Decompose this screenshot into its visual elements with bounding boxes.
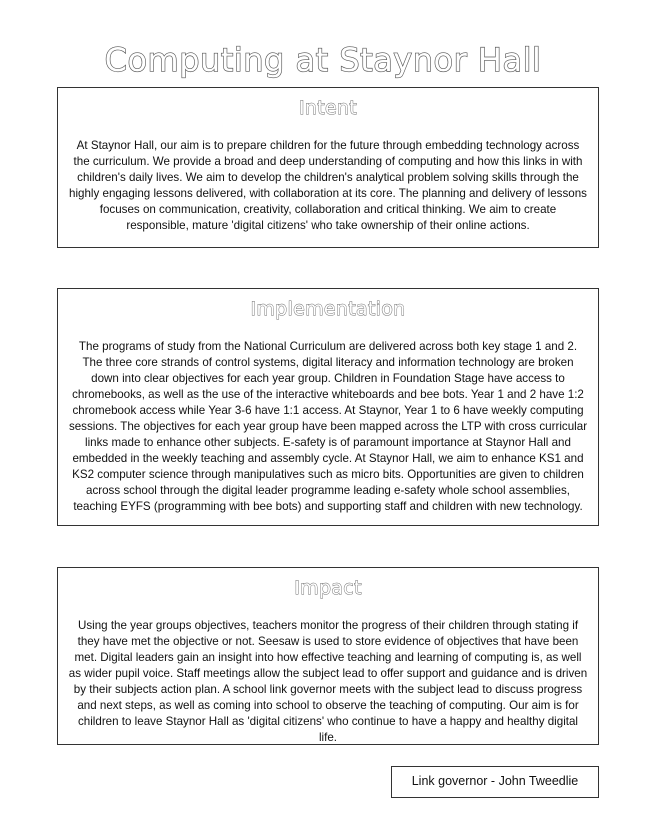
implementation-heading: Implementation — [250, 298, 406, 320]
impact-text: Using the year groups objectives, teachers monitor the progress of their children through stating if they have met the objective or not. Seesaw is used to store evidence of objectives that have been met. Digital leaders gain an insight into how effective teaching and learning of computing is, as well as wider pupil voice. Staff meetings allow the subject lead to offer support and guidance and is driven by their subjects action plan. A school link governor meets with the subject lead to discuss progress and next steps, as well as coming into school to observe the teaching of computing. Our aim is for children to leave Staynor Hall as 'digital citizens' who continue to have a happy and healthy digital life. — [68, 619, 588, 744]
implementation-section — [57, 288, 599, 526]
link-governor-label: Link governor - John Tweedlie — [391, 766, 599, 798]
impact-section — [57, 567, 599, 745]
impact-heading: Impact — [294, 577, 362, 599]
page-title: Computing at Staynor Hall — [104, 41, 542, 79]
implementation-text: The programs of study from the National Curriculum are delivered across both key stage 1 and 2. The three core strands of control systems, digital literacy and information technology are broken down into clear objectives for each year group. Children in Foundation Stage have access to chromebooks, as well as the use of the interactive whiteboards and bee bots. Year 1 and 2 have 1:2 chromebook access while Year 3-6 have 1:1 access. At Staynor, Year 1 to 6 have weekly computing sessions. The objectives for each year group have been mapped across the LTP with cross curricular links made to enhance other subjects. E-safety is of paramount importance at Staynor Hall and embedded in the weekly teaching and assembly cycle. At Staynor Hall, we aim to enhance KS1 and KS2 computer science through manipulatives such as micro bits. Opportunities are given to children across school through the digital leader programme leading e-safety whole school assemblies, teaching EYFS (programming with bee bots) and supporting staff and children with new technology. — [68, 340, 588, 513]
intent-heading: Intent — [298, 97, 358, 119]
intent-section — [57, 87, 599, 248]
intent-text: At Staynor Hall, our aim is to prepare children for the future through embedding technology across the curriculum. We provide a broad and deep understanding of computing and how this links in with children's daily lives. We aim to develop the children's analytical problem solving skills through the highly engaging lessons delivered, with collaboration at its core. The planning and delivery of lessons focuses on communication, creativity, collaboration and critical thinking. We aim to create responsible, mature 'digital citizens' who take ownership of their online actions. — [69, 139, 587, 232]
